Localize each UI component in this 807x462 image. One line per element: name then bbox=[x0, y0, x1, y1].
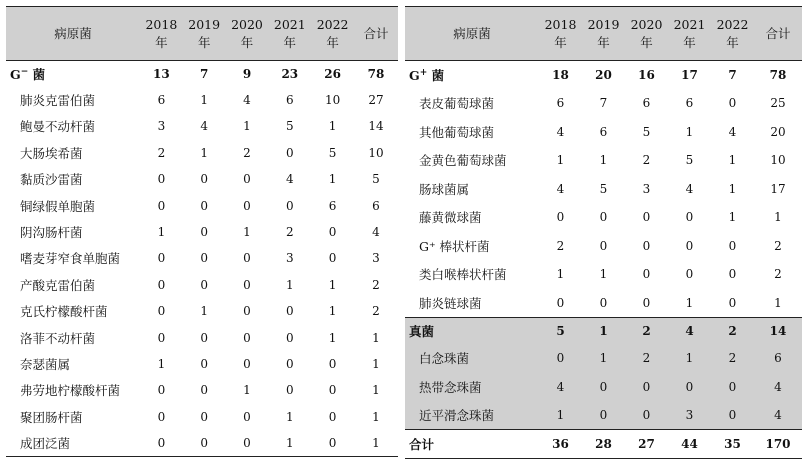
count-cell: 1 bbox=[243, 225, 251, 240]
pathogen-name: 藤黄微球菌 bbox=[419, 210, 482, 226]
total-cell: 1 bbox=[372, 409, 380, 424]
total-cell: 1 bbox=[372, 383, 380, 398]
total-cell: 2 bbox=[372, 277, 380, 292]
table-row bbox=[6, 324, 398, 350]
count-cell: 0 bbox=[243, 198, 251, 213]
count-cell: 0 bbox=[285, 330, 294, 345]
count-cell: 1 bbox=[582, 317, 625, 344]
count-cell: 0 bbox=[599, 408, 608, 422]
header-year: 2019 年 bbox=[183, 7, 226, 61]
total-cell: 6 bbox=[372, 198, 380, 213]
total-cell: 27 bbox=[368, 93, 384, 108]
count-cell: 1 bbox=[328, 119, 337, 134]
total-cell: 4 bbox=[774, 408, 782, 422]
count-cell: 20 bbox=[595, 68, 612, 82]
pathogen-name: 肠球菌属 bbox=[419, 181, 470, 197]
total-cell: 5 bbox=[372, 172, 380, 187]
header-year: 2020 年 bbox=[226, 7, 269, 61]
count-cell: 0 bbox=[200, 172, 209, 187]
pathogen-name: 热带念珠菌 bbox=[419, 379, 482, 395]
count-cell: 1 bbox=[556, 267, 565, 282]
count-cell: 0 bbox=[243, 172, 251, 187]
count-cell: 2 bbox=[157, 145, 166, 160]
total-cell: 1 bbox=[774, 295, 782, 310]
count-cell: 4 bbox=[668, 317, 711, 344]
count-cell: 6 bbox=[642, 96, 651, 111]
count-cell: 18 bbox=[552, 68, 569, 82]
count-cell: 1 bbox=[285, 409, 294, 424]
count-cell: 4 bbox=[556, 181, 565, 196]
count-cell: 0 bbox=[157, 330, 166, 345]
count-cell: 0 bbox=[200, 435, 209, 450]
header-year: 2021 年 bbox=[268, 7, 311, 61]
header-row bbox=[405, 7, 802, 61]
header-total: 合计 bbox=[354, 7, 398, 61]
count-cell: 0 bbox=[556, 295, 565, 310]
count-cell: 5 bbox=[642, 124, 651, 139]
count-cell: 0 bbox=[728, 238, 737, 253]
table-row bbox=[6, 166, 398, 192]
count-cell: 0 bbox=[642, 267, 651, 282]
count-cell: 0 bbox=[642, 238, 651, 253]
count-cell: 0 bbox=[685, 210, 694, 225]
count-cell: 5 bbox=[685, 153, 694, 168]
count-cell: 6 bbox=[556, 96, 565, 111]
pathogen-name: 类白喉棒状杆菌 bbox=[419, 267, 507, 283]
count-cell: 5 bbox=[599, 181, 608, 196]
count-cell: 1 bbox=[243, 119, 251, 134]
count-cell: 0 bbox=[157, 251, 166, 266]
table-row bbox=[405, 118, 802, 147]
count-cell: 35 bbox=[711, 430, 754, 459]
count-cell: 2 bbox=[285, 225, 294, 240]
table-row bbox=[6, 404, 398, 430]
count-cell: 1 bbox=[157, 225, 166, 240]
pathogen-name: 肺炎克雷伯菌 bbox=[20, 93, 96, 109]
count-cell: 7 bbox=[599, 96, 608, 111]
count-cell: 44 bbox=[668, 430, 711, 459]
header-row bbox=[6, 7, 398, 61]
pathogen-name: 近平滑念珠菌 bbox=[419, 408, 495, 423]
count-cell: 2 bbox=[642, 153, 651, 168]
count-cell: 5 bbox=[539, 317, 582, 344]
count-cell: 0 bbox=[599, 210, 608, 225]
table-row bbox=[6, 351, 398, 377]
count-cell: 0 bbox=[328, 225, 337, 240]
total-cell: 6 bbox=[774, 351, 782, 366]
header-total: 合计 bbox=[754, 7, 802, 61]
table-row bbox=[6, 272, 398, 298]
count-cell: 0 bbox=[285, 198, 294, 213]
count-cell: 0 bbox=[685, 267, 694, 282]
count-cell: 3 bbox=[642, 181, 651, 196]
header-pathogen: 病原菌 bbox=[405, 7, 539, 61]
count-cell: 0 bbox=[556, 351, 565, 366]
count-cell: 2 bbox=[642, 351, 651, 366]
group-row bbox=[405, 317, 802, 344]
count-cell: 1 bbox=[728, 210, 737, 225]
count-cell: 0 bbox=[328, 409, 337, 424]
pathogen-name: G+ 菌 bbox=[409, 67, 445, 83]
total-cell: 78 bbox=[367, 66, 385, 81]
total-cell: 170 bbox=[754, 430, 802, 459]
total-cell: 4 bbox=[774, 379, 782, 394]
count-cell: 6 bbox=[157, 93, 166, 108]
pathogen-name: 铜绿假单胞菌 bbox=[20, 198, 96, 214]
total-cell: 14 bbox=[754, 317, 802, 344]
count-cell: 0 bbox=[728, 96, 737, 111]
count-cell: 0 bbox=[328, 435, 337, 450]
count-cell: 1 bbox=[328, 304, 337, 319]
table-row bbox=[405, 401, 802, 430]
pathogen-name: 白念珠菌 bbox=[419, 351, 470, 367]
count-cell: 0 bbox=[200, 383, 209, 398]
count-cell: 0 bbox=[243, 356, 251, 371]
pathogen-name: 金黄色葡萄球菌 bbox=[419, 153, 507, 169]
count-cell: 1 bbox=[328, 172, 337, 187]
count-cell: 0 bbox=[328, 383, 337, 398]
count-cell: 0 bbox=[243, 409, 251, 424]
count-cell: 1 bbox=[157, 356, 166, 371]
right-table bbox=[405, 6, 802, 459]
count-cell: 0 bbox=[243, 304, 251, 319]
table-row bbox=[405, 89, 802, 118]
count-cell: 1 bbox=[728, 153, 737, 168]
table-row bbox=[6, 87, 398, 113]
pathogen-name: 嗜麦芽窄食单胞菌 bbox=[20, 251, 121, 267]
header-pathogen: 病原菌 bbox=[6, 7, 140, 61]
pathogen-name: 成团泛菌 bbox=[20, 435, 71, 451]
header-year: 2019 年 bbox=[582, 7, 625, 61]
count-cell: 1 bbox=[599, 267, 608, 282]
count-cell: 0 bbox=[642, 379, 651, 394]
count-cell: 17 bbox=[681, 68, 698, 82]
table-row bbox=[405, 203, 802, 232]
total-cell: 78 bbox=[769, 68, 787, 82]
count-cell: 0 bbox=[728, 295, 737, 310]
total-cell: 3 bbox=[372, 251, 380, 266]
pathogen-name: G− 菌 bbox=[10, 66, 46, 82]
count-cell: 0 bbox=[157, 435, 166, 450]
header-year: 2021 年 bbox=[668, 7, 711, 61]
pathogen-name: 产酸克雷伯菌 bbox=[20, 277, 96, 293]
count-cell: 1 bbox=[685, 124, 694, 139]
total-cell: 1 bbox=[774, 210, 782, 225]
pathogen-name: 阴沟肠杆菌 bbox=[20, 225, 83, 241]
count-cell: 0 bbox=[599, 379, 608, 394]
pathogen-name: 真菌 bbox=[405, 317, 539, 344]
count-cell: 0 bbox=[200, 277, 209, 292]
table-row bbox=[6, 140, 398, 166]
count-cell: 27 bbox=[625, 430, 668, 459]
count-cell: 0 bbox=[685, 379, 694, 394]
group-row bbox=[405, 430, 802, 459]
count-cell: 1 bbox=[328, 277, 337, 292]
count-cell: 9 bbox=[242, 66, 252, 81]
count-cell: 28 bbox=[582, 430, 625, 459]
count-cell: 0 bbox=[285, 383, 294, 398]
count-cell: 0 bbox=[728, 379, 737, 394]
count-cell: 0 bbox=[599, 295, 608, 310]
count-cell: 6 bbox=[685, 96, 694, 111]
count-cell: 3 bbox=[685, 408, 694, 422]
left-table bbox=[6, 6, 398, 457]
table-row bbox=[405, 146, 802, 175]
count-cell: 0 bbox=[157, 383, 166, 398]
count-cell: 0 bbox=[200, 409, 209, 424]
pathogen-name: 合计 bbox=[405, 430, 539, 459]
header-year: 2020 年 bbox=[625, 7, 668, 61]
count-cell: 1 bbox=[599, 351, 608, 366]
count-cell: 1 bbox=[685, 295, 694, 310]
table-row bbox=[6, 298, 398, 324]
pathogen-name: G⁺ 棒状杆菌 bbox=[419, 238, 490, 254]
count-cell: 0 bbox=[556, 210, 565, 225]
total-cell: 20 bbox=[770, 124, 786, 139]
total-cell: 17 bbox=[770, 181, 786, 196]
total-cell: 10 bbox=[770, 153, 786, 168]
table-row bbox=[405, 260, 802, 289]
pathogen-name: 大肠埃希菌 bbox=[20, 145, 83, 161]
pathogen-name: 奈瑟菌属 bbox=[20, 356, 71, 372]
header-year: 2022 年 bbox=[311, 7, 354, 61]
table-row bbox=[6, 430, 398, 456]
count-cell: 0 bbox=[243, 330, 251, 345]
pathogen-name: 鲍曼不动杆菌 bbox=[20, 119, 96, 135]
count-cell: 0 bbox=[285, 356, 294, 371]
count-cell: 0 bbox=[642, 295, 651, 310]
count-cell: 6 bbox=[599, 124, 608, 139]
count-cell: 1 bbox=[200, 93, 209, 108]
table-row bbox=[405, 175, 802, 204]
count-cell: 7 bbox=[200, 66, 209, 81]
count-cell: 0 bbox=[157, 409, 166, 424]
count-cell: 4 bbox=[728, 124, 737, 139]
total-cell: 1 bbox=[372, 356, 380, 371]
count-cell: 0 bbox=[599, 238, 608, 253]
count-cell: 16 bbox=[638, 68, 655, 82]
count-cell: 1 bbox=[200, 145, 209, 160]
count-cell: 0 bbox=[728, 267, 737, 282]
count-cell: 0 bbox=[328, 356, 337, 371]
count-cell: 0 bbox=[157, 277, 166, 292]
count-cell: 3 bbox=[157, 119, 166, 134]
header-year: 2018 年 bbox=[140, 7, 183, 61]
pathogen-name: 肺炎链球菌 bbox=[419, 295, 482, 311]
table-row bbox=[405, 373, 802, 402]
count-cell: 13 bbox=[153, 66, 170, 81]
count-cell: 5 bbox=[285, 119, 294, 134]
count-cell: 0 bbox=[328, 251, 337, 266]
group-row bbox=[405, 61, 802, 90]
count-cell: 4 bbox=[556, 379, 565, 394]
count-cell: 4 bbox=[285, 172, 294, 187]
count-cell: 2 bbox=[625, 317, 668, 344]
count-cell: 0 bbox=[728, 408, 737, 422]
count-cell: 0 bbox=[243, 277, 251, 292]
pathogen-name: 聚团肠杆菌 bbox=[20, 409, 83, 425]
count-cell: 2 bbox=[728, 351, 737, 366]
count-cell: 1 bbox=[599, 153, 608, 168]
pathogen-name: 弗劳地柠檬酸杆菌 bbox=[20, 383, 121, 399]
count-cell: 1 bbox=[243, 383, 251, 398]
table-row bbox=[6, 192, 398, 218]
count-cell: 0 bbox=[285, 145, 294, 160]
header-year: 2022 年 bbox=[711, 7, 754, 61]
count-cell: 0 bbox=[157, 172, 166, 187]
total-cell: 25 bbox=[770, 96, 786, 111]
total-cell: 10 bbox=[368, 145, 384, 160]
count-cell: 1 bbox=[328, 330, 337, 345]
pathogen-name: 其他葡萄球菌 bbox=[419, 124, 495, 140]
count-cell: 26 bbox=[324, 66, 341, 81]
count-cell: 0 bbox=[685, 238, 694, 253]
count-cell: 6 bbox=[328, 198, 337, 213]
table-row bbox=[405, 232, 802, 261]
table-row bbox=[405, 289, 802, 318]
table-row bbox=[6, 113, 398, 139]
count-cell: 4 bbox=[556, 124, 565, 139]
count-cell: 3 bbox=[285, 251, 294, 266]
count-cell: 0 bbox=[642, 210, 651, 225]
count-cell: 0 bbox=[200, 225, 209, 240]
count-cell: 4 bbox=[243, 93, 251, 108]
table-row bbox=[405, 344, 802, 373]
pathogen-name: 黏质沙雷菌 bbox=[20, 172, 83, 188]
count-cell: 7 bbox=[728, 68, 737, 82]
count-cell: 1 bbox=[556, 408, 565, 422]
table-row bbox=[6, 245, 398, 271]
count-cell: 0 bbox=[243, 251, 251, 266]
pathogen-name: 表皮葡萄球菌 bbox=[419, 96, 495, 112]
count-cell: 0 bbox=[200, 251, 209, 266]
header-year: 2018 年 bbox=[539, 7, 582, 61]
count-cell: 0 bbox=[642, 408, 651, 422]
table-row bbox=[6, 377, 398, 403]
count-cell: 2 bbox=[711, 317, 754, 344]
group-row bbox=[6, 61, 398, 87]
count-cell: 10 bbox=[324, 93, 341, 108]
count-cell: 6 bbox=[285, 93, 294, 108]
count-cell: 1 bbox=[685, 351, 694, 366]
count-cell: 2 bbox=[556, 238, 565, 253]
table-row bbox=[6, 219, 398, 245]
count-cell: 4 bbox=[685, 181, 694, 196]
total-cell: 2 bbox=[774, 267, 782, 282]
pathogen-name: 洛菲不动杆菌 bbox=[20, 330, 96, 346]
count-cell: 23 bbox=[281, 66, 299, 81]
count-cell: 0 bbox=[200, 198, 209, 213]
count-cell: 4 bbox=[200, 119, 209, 134]
count-cell: 1 bbox=[200, 304, 209, 319]
total-cell: 2 bbox=[372, 304, 380, 319]
total-cell: 4 bbox=[372, 225, 380, 240]
total-cell: 1 bbox=[372, 435, 380, 450]
total-cell: 1 bbox=[372, 330, 380, 345]
count-cell: 0 bbox=[243, 435, 251, 450]
pathogen-name: 克氏柠檬酸杆菌 bbox=[20, 304, 108, 320]
count-cell: 36 bbox=[539, 430, 582, 459]
total-cell: 14 bbox=[368, 119, 384, 134]
count-cell: 5 bbox=[328, 145, 337, 160]
count-cell: 1 bbox=[285, 277, 294, 292]
count-cell: 0 bbox=[200, 356, 209, 371]
count-cell: 1 bbox=[285, 435, 294, 450]
count-cell: 2 bbox=[243, 145, 251, 160]
count-cell: 1 bbox=[728, 181, 737, 196]
count-cell: 0 bbox=[157, 198, 166, 213]
count-cell: 0 bbox=[200, 330, 209, 345]
count-cell: 0 bbox=[285, 304, 294, 319]
total-cell: 2 bbox=[774, 238, 782, 253]
count-cell: 1 bbox=[556, 153, 565, 168]
count-cell: 0 bbox=[157, 304, 166, 319]
